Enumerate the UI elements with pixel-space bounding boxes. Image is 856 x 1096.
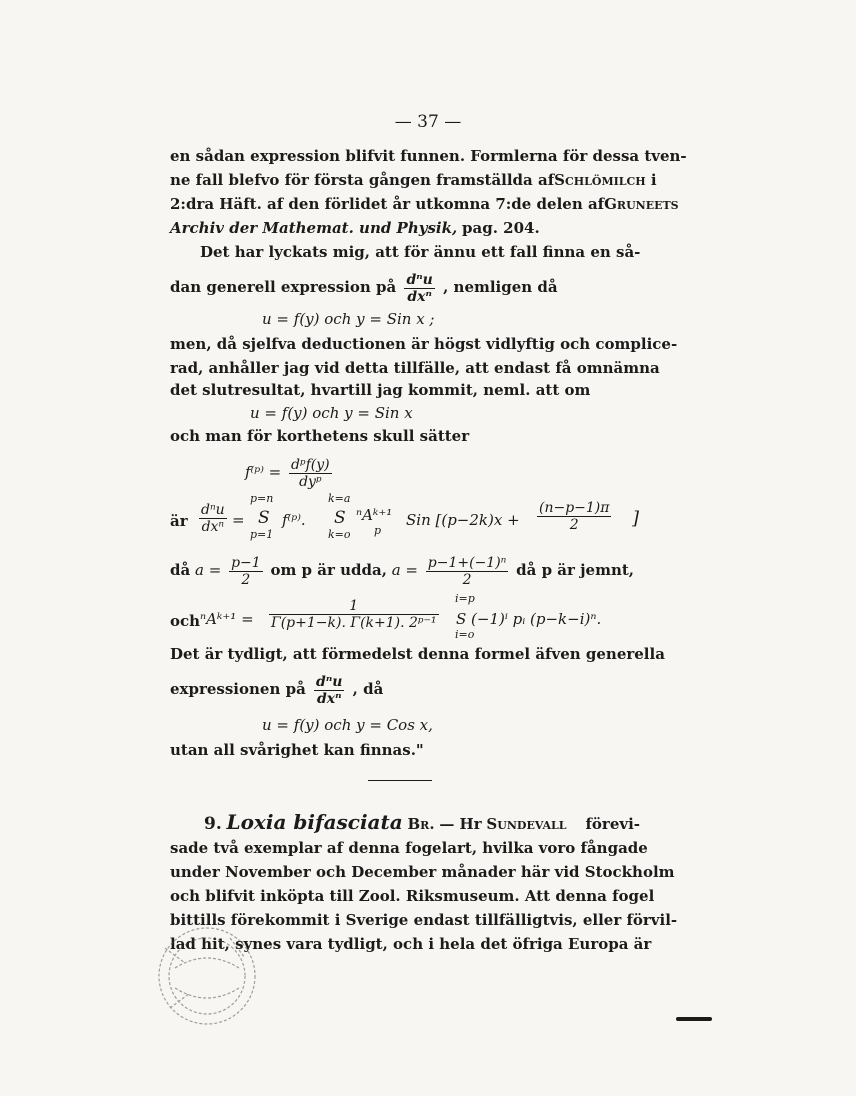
- frac2-den: dxⁿ: [316, 690, 342, 707]
- sum1-bottom: p=1: [250, 528, 274, 541]
- a1-den: 2: [241, 571, 251, 588]
- author-gruneets: Gruneets: [604, 195, 679, 213]
- a1-eq: a =: [195, 561, 222, 579]
- a2-cond: då p är jemnt,: [516, 561, 635, 579]
- section9-line5: bittills förekommit i Sverige endast tillfälligtvis, eller förvil-: [170, 911, 678, 929]
- fp-term: f⁽ᵖ⁾.: [282, 511, 306, 529]
- A-sum: S (−1)ⁱ pᵢ (p−k−i)ⁿ.: [456, 610, 602, 628]
- fp-left: f⁽ᵖ⁾ =: [245, 463, 282, 481]
- para1-line2: [170, 170, 657, 190]
- a-da: då: [170, 561, 191, 579]
- species-author: Br.: [407, 815, 435, 833]
- A-och: och: [170, 612, 201, 630]
- equation-cos: u = f(y) och y = Cos x,: [262, 716, 433, 734]
- frac2-num: dⁿu: [316, 673, 343, 690]
- a2-eq: a =: [391, 561, 418, 579]
- derivative-fraction-2: [314, 674, 344, 707]
- para2-line4: rad, anhåller jag vid detta tillfälle, att endast få omnämna: [170, 359, 660, 377]
- para1-line4-end: pag. 204.: [462, 219, 540, 237]
- a1-num: p−1: [231, 554, 261, 571]
- a2-frac: [426, 555, 509, 588]
- A-frac: [269, 598, 439, 631]
- fp-definition: [245, 450, 335, 494]
- sum1-symbol: S: [258, 508, 270, 528]
- section9-line1-tail: förevi-: [585, 815, 640, 833]
- equation-sin-2: u = f(y) och y = Sin x: [250, 404, 413, 422]
- sin-part: Sin [(p−2k)x +: [406, 511, 520, 529]
- derivative-fraction-1: [404, 272, 434, 305]
- a1-frac: [229, 555, 263, 588]
- frac1-num: dⁿu: [406, 271, 433, 288]
- A-sum-bottom: i=o: [455, 628, 475, 641]
- section9-line4: och blifvit inköpta till Zool. Riksmuseum. Att denna fogel: [170, 887, 655, 905]
- frac1-den: dxⁿ: [407, 288, 432, 305]
- para1-line2-text: ne fall blefvo för första gången framställda af: [170, 171, 555, 189]
- A-definition: [170, 594, 650, 642]
- para2-line5: det slutresultat, hvartill jag kommit, neml. att om: [170, 381, 591, 399]
- main-left-frac: [199, 502, 227, 535]
- person-sundevall: Sundevall: [486, 815, 567, 833]
- sin-frac-den: 2: [569, 517, 579, 533]
- para2-line1: Det har lyckats mig, att för ännu ett fall finna en så-: [200, 243, 641, 261]
- sum2-bottom: k=o: [328, 528, 351, 541]
- para1-line1: en sådan expression blifvit funnen. Formlerna för dessa tven-: [170, 147, 687, 165]
- a2-den: 2: [462, 571, 472, 588]
- sum2-top: k=a: [328, 492, 351, 505]
- para3-line2-b: , då: [352, 680, 384, 698]
- para2-line2-a: dan generell expression på: [170, 278, 397, 296]
- para2-line6: och man för korthetens skull sätter: [170, 427, 470, 445]
- journal-title: Archiv der Mathemat. und Physik,: [170, 219, 458, 237]
- main-ar: är: [170, 512, 188, 530]
- main-formula: [170, 492, 650, 544]
- A-num: 1: [269, 598, 439, 615]
- a1-cond: om p är udda,: [270, 561, 387, 579]
- section9-line1-mid: — Hr: [439, 815, 482, 833]
- section9-line3: under November och December månader här vid Stockholm: [170, 863, 675, 881]
- section9-number: 9.: [204, 814, 222, 834]
- author-schlomilch: Schlömilch: [554, 171, 646, 189]
- para3-line3: utan all svårighet kan finnas.": [170, 741, 424, 759]
- para3-line2: [170, 672, 640, 706]
- sin-close: ]: [632, 508, 640, 529]
- fp-num: dᵖf(y): [291, 456, 330, 473]
- fp-fraction: [289, 457, 332, 490]
- para1-line4: [170, 218, 640, 238]
- equation-sin-1: u = f(y) och y = Sin x ;: [262, 310, 435, 328]
- fp-den: dyᵖ: [299, 473, 322, 490]
- coefficient: ⁿAᵏ⁺¹: [356, 506, 393, 524]
- a2-num: p−1+(−1)ⁿ: [427, 554, 507, 571]
- para1-line3: [170, 194, 679, 214]
- A-sum-top: i=p: [455, 592, 475, 605]
- section-divider: [368, 780, 432, 781]
- sin-frac-num: (n−p−1)π: [539, 500, 610, 516]
- para2-line2: [170, 270, 640, 304]
- page-number: — 37 —: [394, 112, 462, 132]
- coefficient-sub: p: [374, 524, 382, 537]
- para3-line1: Det är tydligt, att förmedelst denna formel äfven generella: [170, 645, 665, 663]
- sin-fraction: [537, 500, 611, 533]
- a-definitions: [170, 548, 650, 592]
- section9-line1: [204, 812, 640, 834]
- para1-line2-end: i: [650, 171, 657, 189]
- main-left-num: dⁿu: [201, 502, 225, 518]
- para1-line3-text: 2:dra Häft. af den förlidet år utkomna 7:de delen af: [170, 195, 605, 213]
- para2-line2-b: , nemligen då: [443, 278, 558, 296]
- species-title: Loxia bifasciata: [226, 810, 403, 834]
- main-left-den: dxⁿ: [201, 519, 225, 535]
- A-left: ⁿAᵏ⁺¹ =: [200, 610, 254, 628]
- sum2-symbol: S: [334, 508, 346, 528]
- library-stamp-icon: [145, 908, 285, 1038]
- section9-line2: sade två exemplar af denna fogelart, hvilka voro fångade: [170, 839, 648, 857]
- A-den: Γ(p+1−k). Γ(k+1). 2ᵖ⁻¹: [271, 615, 437, 631]
- sum1-top: p=n: [250, 492, 274, 505]
- ink-mark: [676, 1017, 712, 1021]
- para2-line3: men, då sjelfva deductionen är högst vidlyftig och complice-: [170, 335, 678, 353]
- para3-line2-a: expressionen på: [170, 680, 306, 698]
- main-eq: =: [232, 511, 245, 529]
- section9-line6: lad hit, synes vara tydligt, och i hela det öfriga Europa är: [170, 935, 652, 953]
